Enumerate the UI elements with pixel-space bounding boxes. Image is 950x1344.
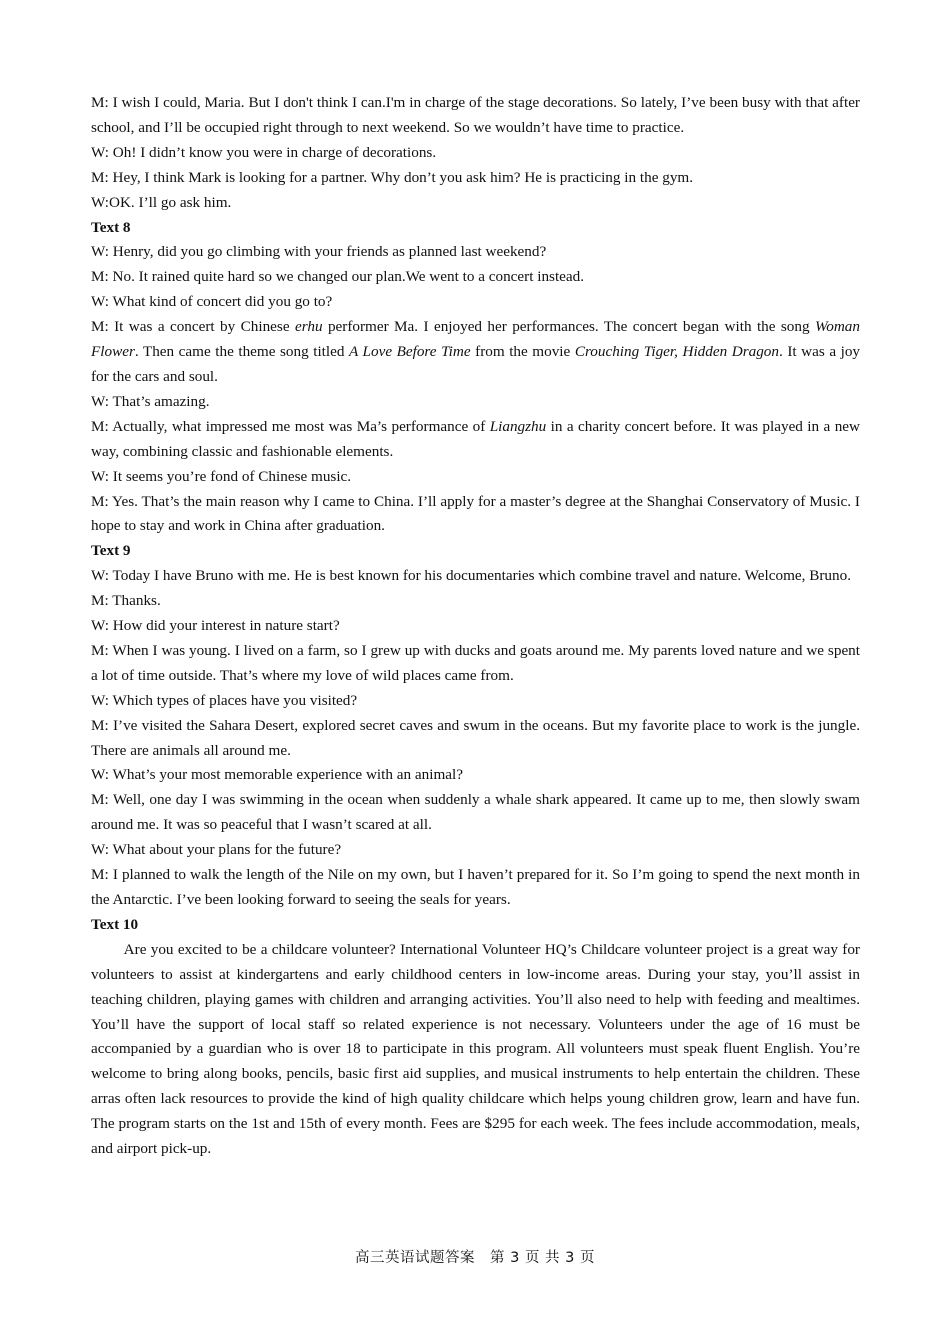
- text-run: W: That’s amazing.: [91, 392, 210, 410]
- text-run: W:OK. I’ll go ask him.: [91, 193, 232, 211]
- passage-paragraph: [91, 938, 860, 1162]
- text-run: W: What kind of concert did you go to?: [91, 293, 333, 311]
- text-run: M: Thanks.: [91, 592, 161, 610]
- page-footer: 高三英语试题答案 第 3 页 共 3 页: [355, 1250, 595, 1266]
- dialogue-line: [91, 91, 860, 141]
- text-run: M: It was a concert by Chinese: [91, 318, 295, 336]
- dialogue-line: [91, 589, 860, 614]
- text-run: Text 9: [91, 542, 131, 560]
- dialogue-line: [91, 315, 860, 390]
- dialogue-line: [91, 763, 860, 788]
- section-heading: [91, 913, 860, 938]
- text-run: Are you excited to be a childcare volunteer? International Volunteer HQ’s Childcare volunteer project is a great way for volunteers to assist at kindergartens and early childhood centers in low-income areas. During your stay, you’ll assist in teaching children, playing games with children and arranging activities. You’ll also need to help with feeding and mealtimes. You’ll have the support of local staff so related experience is not necessary. Volunteers under the age of 16 must be accompanied by a guardian who is over 18 to participate in this program. All volunteers must speak fluent English. You’re welcome to bring along books, pencils, basic first aid supplies, and musical instruments to help entertain the children. These arras often lack resources to provide the kind of high quality childcare which helps young children grow, learn and have fun. The program starts on the 1st and 15th of every month. Fees are $295 for each week. The fees include accommodation, meals, and airport pick-up.: [91, 940, 860, 1158]
- dialogue-line: [91, 415, 860, 465]
- text-run: in a charity concert before. It was played in a new way, combining classic and fashionable elements.: [91, 417, 860, 460]
- text-run: M: Actually, what impressed me most was Ma’s performance of: [91, 417, 490, 435]
- italic-title: Liangzhu: [489, 417, 547, 435]
- text-run: M: I’ve visited the Sahara Desert, explored secret caves and swum in the oceans. But my favorite place to work is the jungle. There are animals all around me.: [91, 716, 860, 759]
- dialogue-line: [91, 465, 860, 490]
- text-run: M: Yes. That’s the main reason why I came to China. I’ll apply for a master’s degree at the Shanghai Conservatory of Music. I hope to stay and work in China after graduation.: [91, 492, 860, 535]
- dialogue-line: [91, 290, 860, 315]
- text-run: W: Henry, did you go climbing with your friends as planned last weekend?: [91, 243, 547, 261]
- italic-title: Crouching Tiger, Hidden Dragon: [574, 343, 779, 361]
- dialogue-line: [91, 490, 860, 540]
- dialogue-line: [91, 191, 860, 216]
- dialogue-line: [91, 863, 860, 913]
- text-run: from the movie: [470, 343, 575, 361]
- dialogue-line: [91, 614, 860, 639]
- text-run: W: How did your interest in nature start?: [91, 617, 340, 635]
- dialogue-line: [91, 714, 860, 764]
- text-run: M: No. It rained quite hard so we changed our plan.We went to a concert instead.: [91, 268, 585, 286]
- dialogue-line: [91, 689, 860, 714]
- text-run: M: When I was young. I lived on a farm, so I grew up with ducks and goats around me. My parents loved nature and we spent a lot of time outside. That’s where my love of wild places came from.: [91, 641, 860, 684]
- section-heading: [91, 216, 860, 241]
- text-run: M: I planned to walk the length of the Nile on my own, but I haven’t prepared for it. So I’m going to spend the next month in the Antarctic. I’ve been looking forward to seeing the seals for years.: [91, 866, 860, 908]
- text-run: M: I wish I could, Maria. But I don't think I can.I'm in charge of the stage decorations. So lately, I’ve been busy with that after school, and I’ll be occupied right through to next weekend. So we wouldn’t have time to practice.: [91, 94, 860, 136]
- text-run: performer Ma. I enjoyed her performances. The concert began with the song: [322, 318, 815, 336]
- dialogue-line: [91, 240, 860, 265]
- italic-title: A Love Before Time: [349, 343, 471, 361]
- text-run: Text 8: [91, 218, 131, 236]
- dialogue-line: [91, 788, 860, 838]
- dialogue-line: [91, 564, 860, 589]
- document-body: [91, 91, 860, 1162]
- text-run: W: What’s your most memorable experience with an animal?: [91, 766, 463, 784]
- dialogue-line: [91, 838, 860, 863]
- italic-title: Woman Flower: [91, 318, 860, 361]
- dialogue-line: [91, 141, 860, 166]
- text-run: W: What about your plans for the future?: [91, 841, 342, 859]
- text-run: Text 10: [91, 915, 139, 933]
- text-run: W: Oh! I didn’t know you were in charge of decorations.: [91, 143, 437, 161]
- text-run: M: Hey, I think Mark is looking for a partner. Why don’t you ask him? He is practicing in the gym.: [91, 168, 694, 186]
- dialogue-line: [91, 390, 860, 415]
- text-run: W: Today I have Bruno with me. He is best known for his documentaries which combine travel and nature. Welcome, Bruno.: [91, 567, 851, 585]
- dialogue-line: [91, 166, 860, 191]
- text-run: . Then came the theme song titled: [134, 343, 349, 361]
- dialogue-line: [91, 265, 860, 290]
- text-run: M: Well, one day I was swimming in the ocean when suddenly a whale shark appeared. It came up to me, then slowly swam around me. It was so peaceful that I wasn’t scared at all.: [91, 791, 860, 834]
- dialogue-line: [91, 639, 860, 689]
- text-run: . It was a joy for the cars and soul.: [91, 343, 861, 385]
- italic-title: erhu: [294, 318, 323, 336]
- text-run: W: Which types of places have you visited?: [91, 691, 358, 709]
- section-heading: [91, 539, 860, 564]
- text-run: W: It seems you’re fond of Chinese music.: [91, 467, 352, 485]
